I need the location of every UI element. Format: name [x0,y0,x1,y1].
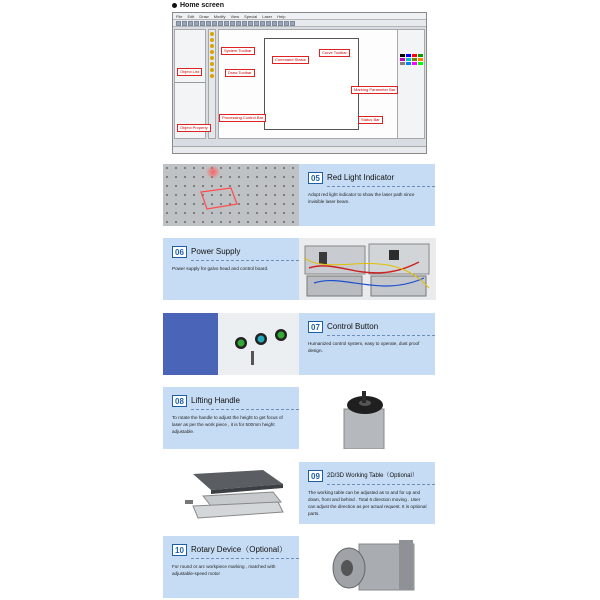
feature-number: 06 [172,246,187,258]
callout-object-property: Object Property [177,124,211,132]
draw-tool-icon[interactable] [210,50,214,54]
toolbar-icon[interactable] [284,21,289,26]
feature-description: Power supply for galvo head and control board. [172,266,269,271]
toolbar-icon[interactable] [176,21,181,26]
menu-item[interactable]: Help [277,14,286,19]
red-light-photo [163,164,300,226]
callout-command-status: Command Status [272,56,309,64]
feature-card-power-supply [163,238,436,300]
draw-tool-icon[interactable] [210,38,214,42]
rotary-device-photo [299,536,436,598]
toolbar-icon[interactable] [242,21,247,26]
feature-text [299,164,435,226]
draw-tool-icon[interactable] [210,68,214,72]
toolbar-icon[interactable] [266,21,271,26]
bullet-icon [172,3,177,8]
feature-title: Lifting Handle [191,396,240,405]
callout-object-list: Object List [177,68,202,76]
menu-bar [173,13,426,20]
control-button-photo [163,313,300,375]
title-underline [191,260,299,261]
draw-toolbar [208,29,216,139]
palette-swatch[interactable] [412,58,417,61]
palette-swatch[interactable] [406,54,411,57]
feature-card-rotary-device [163,536,436,598]
feature-text [299,313,435,375]
draw-tool-icon[interactable] [210,32,214,36]
section-header [172,2,224,9]
working-table-photo [163,462,300,524]
toolbar-icon[interactable] [194,21,199,26]
draw-tool-icon[interactable] [210,44,214,48]
feature-text [163,536,299,598]
feature-title: Power Supply [191,247,241,256]
menu-item[interactable]: Modify [213,14,226,19]
callout-processing-control-bar: Processing Control Bar [219,114,266,122]
feature-text [299,462,435,524]
feature-card-working-table [163,462,436,524]
feature-description: Humanized control system, easy to operate, dust proof design. [308,341,420,353]
marking-parameter-panel [397,29,425,139]
draw-tool-icon[interactable] [210,56,214,60]
toolbar-icon[interactable] [182,21,187,26]
feature-number: 10 [172,544,187,556]
menu-item[interactable]: Laser [262,14,273,19]
toolbar-icon[interactable] [278,21,283,26]
callout-marking-parameter-bar: Marking Parameter Bar [351,86,398,94]
menu-item[interactable]: Edit [187,14,195,19]
menu-item[interactable]: View [230,14,240,19]
title-underline [327,335,435,336]
feature-title: Rotary Device（Optional） [191,545,288,554]
palette-swatch[interactable] [418,62,423,65]
power-supply-photo [299,238,436,300]
menu-item[interactable]: File [176,14,183,19]
palette-swatch[interactable] [406,62,411,65]
object-list-panel [174,29,206,139]
feature-text [163,387,299,449]
callout-status-bar: Status Bar [358,116,383,124]
toolbar-icon[interactable] [212,21,217,26]
toolbar-icon[interactable] [200,21,205,26]
callout-system-toolbar: System Toolbar [221,47,255,55]
palette-swatch[interactable] [412,54,417,57]
toolbar-icon[interactable] [188,21,193,26]
toolbar-icon[interactable] [218,21,223,26]
callout-curve-toolbar: Curve Toolbar [319,49,350,57]
palette-swatch[interactable] [418,58,423,61]
draw-tool-icon[interactable] [210,74,214,78]
title-underline [327,484,435,485]
toolbar-icon[interactable] [272,21,277,26]
title-underline [191,558,299,559]
panel-divider [175,82,205,83]
callout-draw-toolbar: Draw Toolbar [225,69,255,77]
feature-description: Adopt red light indicator to show the laser path since invisible laser beam. [308,192,415,204]
feature-number: 05 [308,172,323,184]
draw-tool-icon[interactable] [210,62,214,66]
color-palette [400,54,423,65]
feature-number: 09 [308,470,323,482]
toolbar-icon[interactable] [248,21,253,26]
feature-card-red-light [163,164,436,226]
palette-swatch[interactable] [400,62,405,65]
palette-swatch[interactable] [400,58,405,61]
menu-item[interactable]: Draw [199,14,209,19]
toolbar-icon[interactable] [260,21,265,26]
feature-title: Control Button [327,322,379,331]
toolbar-icon[interactable] [290,21,295,26]
toolbar-icon[interactable] [254,21,259,26]
feature-description: To rotate the handle to adjust the height to get focus of laser as per the work piece , it is for 500mm height adjustable. [172,415,283,434]
section-title: Home screen [180,2,224,9]
feature-number: 07 [308,321,323,333]
lifting-handle-photo [299,387,436,449]
feature-card-lifting-handle [163,387,436,449]
menu-item[interactable]: Special [244,14,258,19]
toolbar-icon[interactable] [224,21,229,26]
feature-description: For round or arc workpiece marking , matched with adjustable-speed motor [172,564,276,576]
feature-title: 2D/3D Working Table（Optional） [327,473,418,479]
feature-title: Red Light Indicator [327,173,395,182]
palette-swatch[interactable] [400,54,405,57]
feature-description: The working table can be adjusted as to and for up and down, front and behind . Total 6 direction moving . User can adjust the direction as per actual request. It is optional parts. [308,490,427,516]
toolbar-icon[interactable] [230,21,235,26]
software-screenshot [172,12,427,154]
system-toolbar [173,20,426,27]
feature-number: 08 [172,395,187,407]
feature-text [163,238,299,300]
title-underline [191,409,299,410]
toolbar-icon[interactable] [206,21,211,26]
palette-swatch[interactable] [412,62,417,65]
title-underline [327,186,435,187]
palette-swatch[interactable] [418,54,423,57]
toolbar-icon[interactable] [236,21,241,26]
feature-card-control-button [163,313,436,375]
status-bar [173,146,426,153]
palette-swatch[interactable] [406,58,411,61]
